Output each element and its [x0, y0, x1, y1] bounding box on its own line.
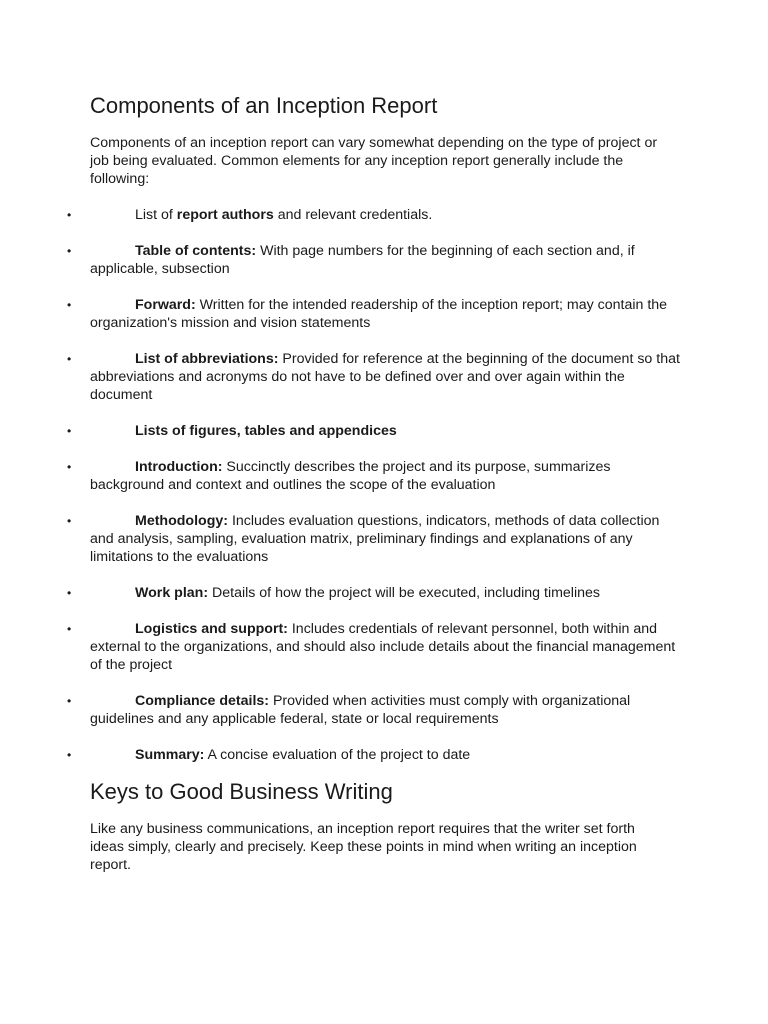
item-description: Provided when activities must comply with organizational guidelines and any applicable federal, state or local requirements [90, 693, 631, 727]
bullet-icon: • [67, 424, 72, 438]
list-item [67, 458, 682, 494]
item-description: Succinctly describes the project and its purpose, summarizes background and context and outlines the scope of the evaluation [90, 459, 611, 493]
item-description: With page numbers for the beginning of each section and, if applicable, subsection [90, 243, 635, 277]
section-heading-components: Components of an Inception Report [90, 93, 438, 118]
item-term: Logistics and support: [135, 621, 288, 637]
item-description: and relevant credentials. [273, 207, 433, 223]
item-description: Provided for reference at the beginning of the document so that abbreviations and acronyms do not have to be defined over and over again within the document [90, 351, 680, 403]
list-item [67, 692, 682, 728]
bullet-icon: • [67, 298, 72, 312]
item-term: Compliance details: [135, 693, 270, 709]
intro-paragraph-components: Components of an inception report can vary somewhat depending on the type of project or job being evaluated. Common elements for any inception report generally include the following: [90, 135, 658, 187]
item-term: Work plan: [135, 585, 209, 601]
item-term: Table of contents: [135, 243, 257, 259]
item-description: Written for the intended readership of the inception report; may contain the organization's mission and vision statements [90, 297, 668, 331]
item-term: Lists of figures, tables and appendices [135, 423, 397, 439]
intro-paragraph-business-writing: Like any business communications, an inception report requires that the writer set forth ideas simply, clearly and precisely. Keep these points in mind when writing an inception report. [90, 821, 637, 873]
list-item [67, 350, 682, 404]
item-term: report authors [176, 207, 274, 223]
bullet-icon: • [67, 352, 72, 366]
item-term: Methodology: [135, 513, 228, 529]
item-term: Introduction: [135, 459, 223, 475]
bullet-icon: • [67, 586, 72, 600]
item-description: A concise evaluation of the project to date [204, 747, 471, 763]
section-heading-business-writing: Keys to Good Business Writing [90, 779, 393, 804]
bullet-icon: • [67, 244, 72, 258]
item-description: Details of how the project will be executed, including timelines [208, 585, 600, 601]
item-description: Includes evaluation questions, indicators, methods of data collection and analysis, sampling, evaluation matrix, preliminary findings and explanations of any limitations to the evaluations [90, 513, 660, 565]
bullet-icon: • [67, 694, 72, 708]
list-item [67, 422, 682, 440]
list-item [67, 512, 682, 566]
item-description: Includes credentials of relevant personnel, both within and external to the organizations, and should also include details about the financial management of the project [90, 621, 676, 673]
list-item [67, 584, 682, 602]
bullet-icon: • [67, 514, 72, 528]
item-prefix: List of [135, 207, 177, 223]
bullet-icon: • [67, 460, 72, 474]
list-item [67, 620, 682, 674]
item-term: List of abbreviations: [135, 351, 279, 367]
list-item [67, 296, 682, 332]
bullet-icon: • [67, 622, 72, 636]
list-item [67, 746, 682, 764]
item-term: Forward: [135, 297, 196, 313]
bullet-icon: • [67, 748, 72, 762]
components-list [67, 206, 688, 764]
list-item [67, 206, 682, 224]
list-item [67, 242, 682, 278]
item-term: Summary: [135, 747, 205, 763]
bullet-icon: • [67, 208, 72, 222]
